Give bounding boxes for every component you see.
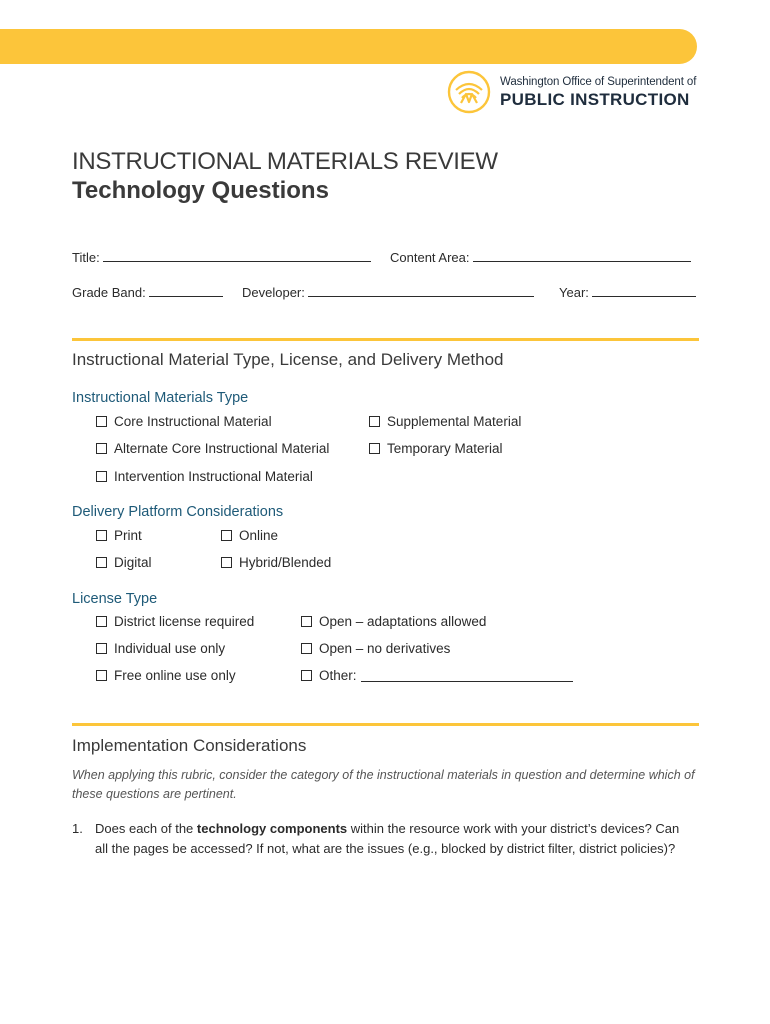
checkbox-other[interactable] <box>301 668 573 683</box>
checkbox-core-instructional[interactable] <box>96 414 272 429</box>
title-label: Title: <box>72 250 100 265</box>
header-accent-bar <box>0 29 697 64</box>
checkbox-temporary[interactable] <box>369 441 503 456</box>
checkbox-label: Free online use only <box>114 668 236 683</box>
checkbox-digital[interactable] <box>96 555 152 570</box>
checkbox-label: Individual use only <box>114 641 226 656</box>
checkbox-box[interactable] <box>301 643 312 654</box>
question-text-end: within the resource work with your district’s devices? Can all the pages be accessed? If not, what are the issues (e.g., blocked by district filter, district policies)? <box>95 821 680 856</box>
question-text-start: Does each of the <box>95 821 197 836</box>
other-blank[interactable] <box>361 669 573 682</box>
agency-name-line2: PUBLIC INSTRUCTION <box>500 90 690 109</box>
checkbox-online[interactable] <box>221 528 278 543</box>
checkbox-label: Print <box>114 528 142 543</box>
year-label: Year: <box>559 285 589 300</box>
checkbox-label: Alternate Core Instructional Material <box>114 441 330 456</box>
question-emphasis: technology components <box>196 821 348 836</box>
checkbox-box[interactable] <box>96 471 107 482</box>
checkbox-label: Open – adaptations allowed <box>319 614 487 629</box>
section-heading-material-type: Instructional Material Type, License, and Delivery Method <box>72 350 504 369</box>
grade-band-blank[interactable] <box>149 284 223 297</box>
checkbox-box[interactable] <box>369 443 380 454</box>
rubric-intro-text: When applying this rubric, consider the category of the instructional materials in question and determine which of these questions are pertinent. <box>72 768 695 801</box>
checkbox-open-adaptations[interactable] <box>301 614 486 629</box>
subheading-delivery-platform: Delivery Platform Considerations <box>72 504 284 520</box>
checkbox-box[interactable] <box>96 530 107 541</box>
checkbox-box[interactable] <box>301 616 312 627</box>
checkbox-label: District license required <box>114 614 255 629</box>
checkbox-label: Hybrid/Blended <box>239 555 332 570</box>
checkbox-label: Digital <box>114 555 152 570</box>
checkbox-hybrid-blended[interactable] <box>221 555 331 570</box>
grade-band-field[interactable] <box>72 284 223 300</box>
checkbox-box[interactable] <box>96 416 107 427</box>
checkbox-box[interactable] <box>96 557 107 568</box>
ospi-sun-logo-icon <box>447 70 491 114</box>
grade-band-label: Grade Band: <box>72 285 146 300</box>
developer-field[interactable] <box>242 284 534 300</box>
section-divider-1 <box>72 338 699 341</box>
subheading-license-type: License Type <box>72 591 158 607</box>
agency-logo <box>447 70 707 116</box>
checkbox-label: Intervention Instructional Material <box>114 469 313 484</box>
checkbox-box[interactable] <box>369 416 380 427</box>
question-number: 1. <box>72 821 83 836</box>
subheading-materials-type: Instructional Materials Type <box>72 390 249 406</box>
checkbox-free-online[interactable] <box>96 668 236 683</box>
checkbox-box[interactable] <box>301 670 312 681</box>
checkbox-label: Online <box>239 528 279 543</box>
checkbox-box[interactable] <box>221 530 232 541</box>
checkbox-box[interactable] <box>96 643 107 654</box>
checkbox-label: Core Instructional Material <box>114 414 272 429</box>
checkbox-label: Temporary Material <box>387 441 503 456</box>
question-text <box>95 819 695 858</box>
checkbox-district-license[interactable] <box>96 614 254 629</box>
document-title: INSTRUCTIONAL MATERIALS REVIEW <box>72 148 498 175</box>
checkbox-alternate-core[interactable] <box>96 441 329 456</box>
title-blank[interactable] <box>103 249 371 262</box>
document-subtitle: Technology Questions <box>72 177 329 204</box>
title-field[interactable] <box>72 249 371 265</box>
developer-blank[interactable] <box>308 284 534 297</box>
section-heading-implementation: Implementation Considerations <box>72 736 307 755</box>
checkbox-label: Open – no derivatives <box>319 641 451 656</box>
checkbox-intervention[interactable] <box>96 469 313 484</box>
agency-name-line1: Washington Office of Superintendent of <box>500 76 697 88</box>
year-blank[interactable] <box>592 284 696 297</box>
checkbox-individual-use[interactable] <box>96 641 225 656</box>
checkbox-open-no-derivatives[interactable] <box>301 641 450 656</box>
year-field[interactable] <box>559 284 696 300</box>
checkbox-box[interactable] <box>96 670 107 681</box>
section-divider-2 <box>72 723 699 726</box>
content-area-blank[interactable] <box>473 249 691 262</box>
checkbox-print[interactable] <box>96 528 142 543</box>
checkbox-label: Other: <box>319 668 357 683</box>
content-area-label: Content Area: <box>390 250 470 265</box>
checkbox-supplemental[interactable] <box>369 414 521 429</box>
checkbox-box[interactable] <box>96 443 107 454</box>
developer-label: Developer: <box>242 285 305 300</box>
checkbox-box[interactable] <box>221 557 232 568</box>
content-area-field[interactable] <box>390 249 691 265</box>
checkbox-box[interactable] <box>96 616 107 627</box>
checkbox-label: Supplemental Material <box>387 414 522 429</box>
